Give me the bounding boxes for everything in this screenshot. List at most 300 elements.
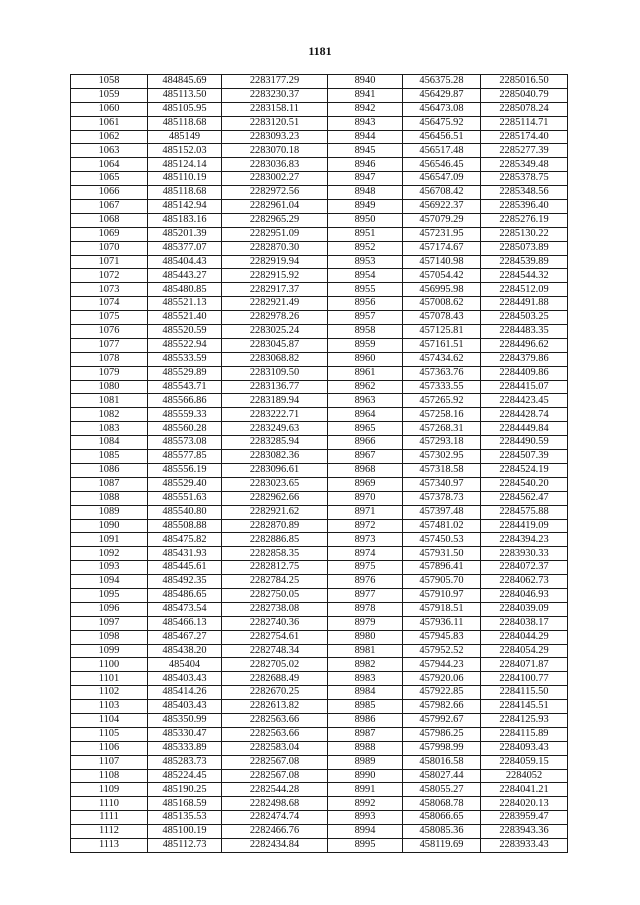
cell-y-coord-b: 2284020.13 [481, 797, 568, 811]
cell-x-coord-b: 458085.36 [403, 825, 481, 839]
cell-x-coord-b: 457265.92 [403, 394, 481, 408]
cell-y-coord-b: 2285349.48 [481, 158, 568, 172]
cell-y-coord-b: 2284496.62 [481, 338, 568, 352]
cell-y-coord-b: 2285277.39 [481, 144, 568, 158]
cell-x-coord-b: 457945.83 [403, 630, 481, 644]
cell-y-coord-b: 2284072.37 [481, 561, 568, 575]
table-row [71, 352, 568, 366]
cell-x-coord-b: 457922.85 [403, 686, 481, 700]
cell-point-id-a: 1060 [71, 102, 148, 116]
cell-x-coord-a: 485149 [148, 130, 222, 144]
cell-y-coord-b: 2284115.50 [481, 686, 568, 700]
cell-x-coord-a: 485224.45 [148, 769, 222, 783]
cell-point-id-a: 1103 [71, 700, 148, 714]
cell-point-id-b: 8986 [328, 713, 403, 727]
table-row [71, 838, 568, 852]
cell-y-coord-b: 2283930.33 [481, 547, 568, 561]
cell-point-id-b: 8958 [328, 325, 403, 339]
cell-x-coord-a: 485486.65 [148, 588, 222, 602]
cell-point-id-a: 1107 [71, 755, 148, 769]
cell-y-coord-b: 2284415.07 [481, 380, 568, 394]
cell-x-coord-b: 457481.02 [403, 519, 481, 533]
cell-x-coord-b: 457944.23 [403, 658, 481, 672]
cell-point-id-a: 1093 [71, 561, 148, 575]
cell-point-id-a: 1098 [71, 630, 148, 644]
cell-y-coord-a: 2283082.36 [222, 450, 328, 464]
cell-x-coord-a: 485559.33 [148, 408, 222, 422]
table-row [71, 144, 568, 158]
cell-x-coord-b: 457125.81 [403, 325, 481, 339]
cell-x-coord-b: 457268.31 [403, 422, 481, 436]
cell-point-id-a: 1109 [71, 783, 148, 797]
cell-y-coord-b: 2284409.86 [481, 366, 568, 380]
cell-point-id-b: 8946 [328, 158, 403, 172]
cell-y-coord-a: 2282583.04 [222, 741, 328, 755]
cell-point-id-b: 8941 [328, 88, 403, 102]
cell-point-id-b: 8940 [328, 75, 403, 89]
cell-x-coord-a: 485403.43 [148, 672, 222, 686]
table-row [71, 644, 568, 658]
cell-point-id-a: 1090 [71, 519, 148, 533]
cell-x-coord-a: 485168.59 [148, 797, 222, 811]
cell-y-coord-b: 2285276.19 [481, 213, 568, 227]
cell-x-coord-b: 456375.28 [403, 75, 481, 89]
cell-x-coord-b: 456475.92 [403, 116, 481, 130]
cell-point-id-a: 1094 [71, 575, 148, 589]
table-row [71, 213, 568, 227]
cell-x-coord-b: 457952.52 [403, 644, 481, 658]
cell-x-coord-a: 485445.61 [148, 561, 222, 575]
cell-y-coord-b: 2284052 [481, 769, 568, 783]
cell-y-coord-a: 2282738.08 [222, 602, 328, 616]
table-row [71, 811, 568, 825]
cell-y-coord-a: 2282921.49 [222, 297, 328, 311]
cell-point-id-a: 1063 [71, 144, 148, 158]
cell-y-coord-b: 2284562.47 [481, 491, 568, 505]
table-row [71, 297, 568, 311]
table-row [71, 172, 568, 186]
cell-x-coord-b: 458016.58 [403, 755, 481, 769]
cell-x-coord-b: 457078.43 [403, 311, 481, 325]
cell-y-coord-a: 2282921.62 [222, 505, 328, 519]
cell-point-id-b: 8979 [328, 616, 403, 630]
cell-x-coord-a: 485573.08 [148, 436, 222, 450]
cell-x-coord-a: 485566.86 [148, 394, 222, 408]
cell-point-id-a: 1062 [71, 130, 148, 144]
cell-point-id-a: 1066 [71, 186, 148, 200]
table-row [71, 700, 568, 714]
table-row [71, 616, 568, 630]
cell-x-coord-b: 456546.45 [403, 158, 481, 172]
cell-x-coord-b: 458027.44 [403, 769, 481, 783]
cell-point-id-b: 8977 [328, 588, 403, 602]
cell-y-coord-b: 2284419.09 [481, 519, 568, 533]
cell-x-coord-b: 457397.48 [403, 505, 481, 519]
cell-point-id-a: 1072 [71, 269, 148, 283]
cell-x-coord-a: 485142.94 [148, 200, 222, 214]
cell-x-coord-a: 485508.88 [148, 519, 222, 533]
cell-y-coord-a: 2282972.56 [222, 186, 328, 200]
cell-x-coord-b: 457340.97 [403, 477, 481, 491]
cell-x-coord-a: 485475.82 [148, 533, 222, 547]
cell-y-coord-b: 2284059.15 [481, 755, 568, 769]
cell-point-id-a: 1085 [71, 450, 148, 464]
cell-x-coord-a: 485520.59 [148, 325, 222, 339]
cell-y-coord-a: 2282915.92 [222, 269, 328, 283]
cell-y-coord-a: 2282474.74 [222, 811, 328, 825]
table-row [71, 825, 568, 839]
cell-x-coord-b: 456473.08 [403, 102, 481, 116]
cell-x-coord-b: 456922.37 [403, 200, 481, 214]
cell-y-coord-a: 2283120.51 [222, 116, 328, 130]
cell-y-coord-a: 2283249.63 [222, 422, 328, 436]
cell-x-coord-b: 457434.62 [403, 352, 481, 366]
cell-y-coord-b: 2285078.24 [481, 102, 568, 116]
cell-y-coord-a: 2282961.04 [222, 200, 328, 214]
cell-x-coord-a: 485529.40 [148, 477, 222, 491]
cell-x-coord-a: 485201.39 [148, 227, 222, 241]
table-row [71, 491, 568, 505]
cell-point-id-a: 1084 [71, 436, 148, 450]
cell-point-id-a: 1104 [71, 713, 148, 727]
cell-y-coord-a: 2283036.83 [222, 158, 328, 172]
cell-x-coord-a: 485183.16 [148, 213, 222, 227]
table-row [71, 311, 568, 325]
cell-x-coord-b: 458068.78 [403, 797, 481, 811]
cell-point-id-b: 8959 [328, 338, 403, 352]
cell-y-coord-b: 2284449.84 [481, 422, 568, 436]
cell-x-coord-a: 485377.07 [148, 241, 222, 255]
cell-x-coord-a: 485543.71 [148, 380, 222, 394]
table-row [71, 783, 568, 797]
cell-x-coord-a: 485110.19 [148, 172, 222, 186]
cell-y-coord-b: 2284041.21 [481, 783, 568, 797]
cell-y-coord-b: 2285114.71 [481, 116, 568, 130]
cell-y-coord-a: 2283002.27 [222, 172, 328, 186]
cell-y-coord-b: 2284544.32 [481, 269, 568, 283]
table-row [71, 672, 568, 686]
cell-y-coord-b: 2284125.93 [481, 713, 568, 727]
cell-point-id-b: 8945 [328, 144, 403, 158]
table-row [71, 547, 568, 561]
table-row [71, 422, 568, 436]
cell-point-id-a: 1102 [71, 686, 148, 700]
cell-y-coord-a: 2282613.82 [222, 700, 328, 714]
cell-point-id-b: 8987 [328, 727, 403, 741]
cell-point-id-b: 8962 [328, 380, 403, 394]
cell-point-id-b: 8994 [328, 825, 403, 839]
cell-y-coord-a: 2282466.76 [222, 825, 328, 839]
cell-point-id-b: 8981 [328, 644, 403, 658]
cell-y-coord-a: 2282567.08 [222, 769, 328, 783]
cell-point-id-a: 1083 [71, 422, 148, 436]
cell-y-coord-a: 2282870.89 [222, 519, 328, 533]
cell-x-coord-b: 458119.69 [403, 838, 481, 852]
cell-x-coord-b: 457161.51 [403, 338, 481, 352]
cell-y-coord-a: 2283045.87 [222, 338, 328, 352]
table-row [71, 630, 568, 644]
table-row [71, 533, 568, 547]
cell-y-coord-b: 2284054.29 [481, 644, 568, 658]
cell-point-id-b: 8988 [328, 741, 403, 755]
cell-point-id-a: 1095 [71, 588, 148, 602]
cell-point-id-b: 8972 [328, 519, 403, 533]
table-row [71, 713, 568, 727]
cell-y-coord-a: 2282978.26 [222, 311, 328, 325]
cell-point-id-a: 1079 [71, 366, 148, 380]
table-row [71, 450, 568, 464]
cell-y-coord-b: 2283933.43 [481, 838, 568, 852]
cell-point-id-a: 1071 [71, 255, 148, 269]
cell-y-coord-b: 2284524.19 [481, 463, 568, 477]
cell-x-coord-a: 485118.68 [148, 116, 222, 130]
cell-point-id-b: 8975 [328, 561, 403, 575]
cell-y-coord-b: 2284423.45 [481, 394, 568, 408]
cell-point-id-b: 8951 [328, 227, 403, 241]
cell-y-coord-b: 2284044.29 [481, 630, 568, 644]
cell-point-id-a: 1081 [71, 394, 148, 408]
table-row [71, 741, 568, 755]
cell-x-coord-a: 485551.63 [148, 491, 222, 505]
cell-x-coord-b: 456708.42 [403, 186, 481, 200]
cell-x-coord-b: 456995.98 [403, 283, 481, 297]
cell-y-coord-a: 2282870.30 [222, 241, 328, 255]
table-row [71, 255, 568, 269]
cell-y-coord-a: 2283096.61 [222, 463, 328, 477]
cell-x-coord-b: 457079.29 [403, 213, 481, 227]
table-row [71, 408, 568, 422]
table-row [71, 366, 568, 380]
cell-x-coord-b: 457992.67 [403, 713, 481, 727]
cell-x-coord-a: 485577.85 [148, 450, 222, 464]
cell-x-coord-a: 484845.69 [148, 75, 222, 89]
cell-point-id-b: 8957 [328, 311, 403, 325]
cell-y-coord-b: 2284145.51 [481, 700, 568, 714]
cell-y-coord-b: 2284115.89 [481, 727, 568, 741]
cell-point-id-a: 1074 [71, 297, 148, 311]
cell-point-id-b: 8991 [328, 783, 403, 797]
table-row [71, 102, 568, 116]
cell-point-id-a: 1061 [71, 116, 148, 130]
cell-y-coord-b: 2284062.73 [481, 575, 568, 589]
table-row [71, 394, 568, 408]
cell-x-coord-b: 456456.51 [403, 130, 481, 144]
cell-x-coord-b: 457231.95 [403, 227, 481, 241]
table-row [71, 463, 568, 477]
cell-point-id-b: 8947 [328, 172, 403, 186]
cell-y-coord-b: 2284379.86 [481, 352, 568, 366]
cell-y-coord-a: 2282567.08 [222, 755, 328, 769]
cell-y-coord-b: 2285016.50 [481, 75, 568, 89]
table-row [71, 380, 568, 394]
table-body [71, 75, 568, 853]
cell-point-id-a: 1108 [71, 769, 148, 783]
cell-point-id-b: 8974 [328, 547, 403, 561]
cell-x-coord-b: 457982.66 [403, 700, 481, 714]
cell-x-coord-b: 456547.09 [403, 172, 481, 186]
cell-y-coord-b: 2284491.88 [481, 297, 568, 311]
cell-point-id-a: 1101 [71, 672, 148, 686]
cell-point-id-b: 8944 [328, 130, 403, 144]
table-row [71, 561, 568, 575]
cell-x-coord-a: 485492.35 [148, 575, 222, 589]
cell-point-id-a: 1059 [71, 88, 148, 102]
cell-point-id-b: 8968 [328, 463, 403, 477]
cell-x-coord-b: 456429.87 [403, 88, 481, 102]
cell-y-coord-b: 2283943.36 [481, 825, 568, 839]
cell-y-coord-a: 2282563.66 [222, 713, 328, 727]
cell-x-coord-a: 485522.94 [148, 338, 222, 352]
table-row [71, 283, 568, 297]
cell-y-coord-a: 2283222.71 [222, 408, 328, 422]
cell-point-id-a: 1111 [71, 811, 148, 825]
cell-point-id-b: 8969 [328, 477, 403, 491]
cell-point-id-b: 8952 [328, 241, 403, 255]
cell-x-coord-a: 485124.14 [148, 158, 222, 172]
cell-y-coord-b: 2284512.09 [481, 283, 568, 297]
cell-y-coord-b: 2285396.40 [481, 200, 568, 214]
cell-y-coord-a: 2282784.25 [222, 575, 328, 589]
cell-y-coord-b: 2284428.74 [481, 408, 568, 422]
cell-point-id-a: 1082 [71, 408, 148, 422]
cell-y-coord-b: 2284540.20 [481, 477, 568, 491]
cell-point-id-b: 8973 [328, 533, 403, 547]
cell-y-coord-a: 2282705.02 [222, 658, 328, 672]
table-row [71, 686, 568, 700]
table-row [71, 338, 568, 352]
cell-x-coord-a: 485113.50 [148, 88, 222, 102]
cell-y-coord-b: 2284507.39 [481, 450, 568, 464]
cell-x-coord-b: 457174.67 [403, 241, 481, 255]
cell-point-id-a: 1091 [71, 533, 148, 547]
cell-point-id-b: 8990 [328, 769, 403, 783]
cell-y-coord-b: 2284071.87 [481, 658, 568, 672]
cell-point-id-b: 8983 [328, 672, 403, 686]
cell-x-coord-b: 457363.76 [403, 366, 481, 380]
cell-y-coord-b: 2284575.88 [481, 505, 568, 519]
cell-y-coord-a: 2282962.66 [222, 491, 328, 505]
cell-x-coord-b: 457905.70 [403, 575, 481, 589]
cell-point-id-a: 1070 [71, 241, 148, 255]
cell-x-coord-b: 457318.58 [403, 463, 481, 477]
table-row [71, 158, 568, 172]
cell-point-id-b: 8943 [328, 116, 403, 130]
cell-x-coord-a: 485521.40 [148, 311, 222, 325]
cell-point-id-a: 1069 [71, 227, 148, 241]
cell-x-coord-a: 485521.13 [148, 297, 222, 311]
cell-y-coord-a: 2283136.77 [222, 380, 328, 394]
cell-y-coord-a: 2282750.05 [222, 588, 328, 602]
cell-x-coord-a: 485414.26 [148, 686, 222, 700]
cell-y-coord-a: 2282688.49 [222, 672, 328, 686]
table-row [71, 227, 568, 241]
cell-y-coord-b: 2285073.89 [481, 241, 568, 255]
cell-x-coord-b: 458066.65 [403, 811, 481, 825]
cell-point-id-b: 8970 [328, 491, 403, 505]
cell-y-coord-a: 2283023.65 [222, 477, 328, 491]
cell-y-coord-a: 2282754.61 [222, 630, 328, 644]
cell-point-id-b: 8955 [328, 283, 403, 297]
cell-x-coord-a: 485350.99 [148, 713, 222, 727]
cell-x-coord-a: 485466.13 [148, 616, 222, 630]
table-row [71, 200, 568, 214]
cell-y-coord-a: 2282563.66 [222, 727, 328, 741]
cell-x-coord-a: 485403.43 [148, 700, 222, 714]
cell-x-coord-a: 485330.47 [148, 727, 222, 741]
cell-y-coord-a: 2282965.29 [222, 213, 328, 227]
cell-x-coord-b: 457998.99 [403, 741, 481, 755]
table-row [71, 727, 568, 741]
cell-point-id-a: 1089 [71, 505, 148, 519]
page-number: 1181 [308, 44, 332, 58]
cell-y-coord-b: 2284394.23 [481, 533, 568, 547]
cell-x-coord-b: 457986.25 [403, 727, 481, 741]
cell-point-id-b: 8963 [328, 394, 403, 408]
cell-y-coord-a: 2282812.75 [222, 561, 328, 575]
table-row [71, 575, 568, 589]
cell-y-coord-a: 2283285.94 [222, 436, 328, 450]
cell-point-id-b: 8954 [328, 269, 403, 283]
cell-y-coord-b: 2284503.25 [481, 311, 568, 325]
cell-y-coord-a: 2283177.29 [222, 75, 328, 89]
cell-point-id-b: 8971 [328, 505, 403, 519]
cell-y-coord-b: 2284046.93 [481, 588, 568, 602]
cell-point-id-a: 1112 [71, 825, 148, 839]
cell-x-coord-b: 457378.73 [403, 491, 481, 505]
cell-y-coord-a: 2283230.37 [222, 88, 328, 102]
cell-y-coord-a: 2282919.94 [222, 255, 328, 269]
cell-x-coord-b: 457333.55 [403, 380, 481, 394]
cell-point-id-a: 1064 [71, 158, 148, 172]
cell-point-id-a: 1067 [71, 200, 148, 214]
cell-point-id-b: 8942 [328, 102, 403, 116]
cell-x-coord-a: 485152.03 [148, 144, 222, 158]
cell-point-id-b: 8948 [328, 186, 403, 200]
cell-point-id-b: 8949 [328, 200, 403, 214]
cell-x-coord-b: 457910.97 [403, 588, 481, 602]
cell-x-coord-b: 457293.18 [403, 436, 481, 450]
cell-x-coord-b: 457936.11 [403, 616, 481, 630]
table-row [71, 477, 568, 491]
cell-y-coord-a: 2282917.37 [222, 283, 328, 297]
table-row [71, 602, 568, 616]
cell-point-id-b: 8961 [328, 366, 403, 380]
cell-x-coord-b: 457258.16 [403, 408, 481, 422]
cell-x-coord-a: 485556.19 [148, 463, 222, 477]
cell-point-id-b: 8967 [328, 450, 403, 464]
cell-y-coord-b: 2284483.35 [481, 325, 568, 339]
cell-point-id-a: 1073 [71, 283, 148, 297]
cell-x-coord-a: 485283.73 [148, 755, 222, 769]
cell-point-id-a: 1068 [71, 213, 148, 227]
cell-y-coord-b: 2284490.59 [481, 436, 568, 450]
cell-x-coord-b: 457450.53 [403, 533, 481, 547]
cell-point-id-b: 8964 [328, 408, 403, 422]
cell-x-coord-a: 485190.25 [148, 783, 222, 797]
cell-point-id-b: 8993 [328, 811, 403, 825]
cell-point-id-a: 1078 [71, 352, 148, 366]
cell-y-coord-a: 2282886.85 [222, 533, 328, 547]
table-row [71, 75, 568, 89]
table-row [71, 588, 568, 602]
cell-point-id-b: 8950 [328, 213, 403, 227]
cell-point-id-b: 8956 [328, 297, 403, 311]
cell-y-coord-a: 2282748.34 [222, 644, 328, 658]
cell-point-id-a: 1097 [71, 616, 148, 630]
cell-y-coord-a: 2283070.18 [222, 144, 328, 158]
cell-y-coord-b: 2285040.79 [481, 88, 568, 102]
cell-y-coord-a: 2282858.35 [222, 547, 328, 561]
